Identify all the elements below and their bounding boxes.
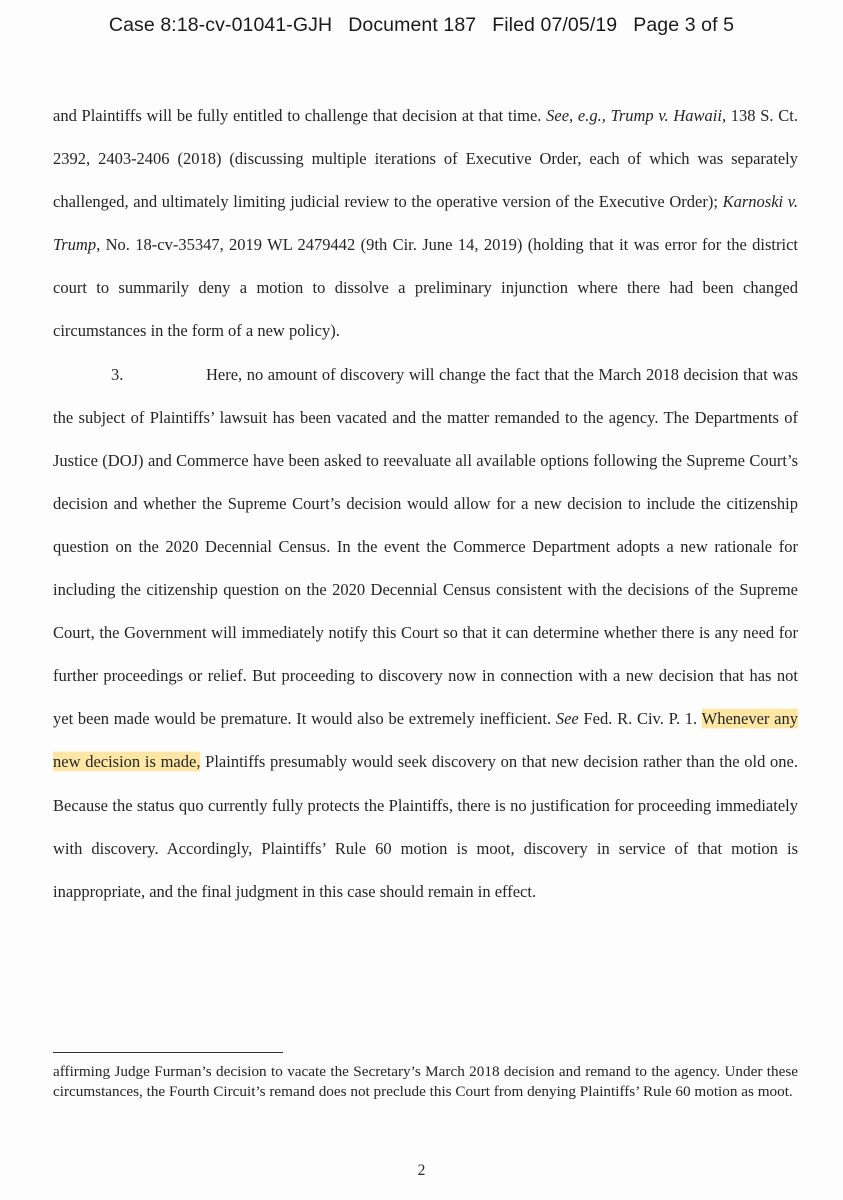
text-segment: and Plaintiffs will be fully entitled to challenge that decision at that time. [53,106,547,125]
text-segment: Here, no amount of discovery will change the fact that the March 2018 decision that was the subject of Plaintiffs’ lawsuit has been vacated and the matter remanded to the agency. The Departments of Justice (DOJ) and Commerce have been asked to reevaluate all available options following the Supreme Court’s decision and whether the Supreme Court’s decision would allow for a new decision to include the citizenship question on the 2020 Decennial Census. In the event the Commerce Department adopts a new rationale for including the citizenship question on the 2020 Decennial Census consistent with the decisions of the Supreme Court, the Government will immediately notify this Court so that it can determine whether there is any need for further proceedings or relief. But proceeding to discovery now in connection with a new decision that has not yet been made would be premature. It would also be extremely inefficient. [53,364,798,729]
page-number: 2 [417,1162,426,1179]
text-segment: , 138 S. Ct. 2392, 2403-2406 (2018) (discussing multiple iterations of Executive Order, each of which was separately challenged, and ultimately limiting judicial review to the operative version of the Executive Order); [53,106,798,212]
citation-italic: See, e.g., Trump v. Hawaii [546,106,722,125]
footnote-text: affirming Judge Furman’s decision to vacate the Secretary’s March 2018 decision and remand to the agency. Under these circumstances, the Fourth Circuit’s remand does not preclude this Court from denying Plaintiffs’ Rule 60 motion as moot. [53,1063,798,1100]
footnote-divider [53,1052,283,1053]
paragraph-number: 3. [111,364,124,384]
paragraph-3 [53,353,798,913]
body-text [53,94,798,913]
paragraph-continuation [53,94,798,353]
ecf-header [0,14,843,37]
text-segment: , No. 18-cv-35347, 2019 WL 2479442 (9th Cir. June 14, 2019) (holding that it was error for the district court to summarily deny a motion to dissolve a preliminary injunction where there had been changed circumstances in the form of a new policy). [53,235,798,341]
citation-italic: See [555,709,579,729]
text-segment: Plaintiffs presumably would seek discovery on that new decision rather than the old one. Because the status quo currently fully protects the Plaintiffs, there is no justification for proceeding immediately with discovery. Accordingly, Plaintiffs’ Rule 60 motion is moot, discovery in service of that motion is inappropriate, and the final judgment in this case should remain in effect. [53,752,798,901]
text-segment: Fed. R. Civ. P. 1. [578,709,702,729]
document-number: Document 187 [348,14,477,36]
highlighted-text: Whenever any new decision is made, [53,709,798,772]
case-number: Case 8:18-cv-01041-GJH [108,14,333,36]
filed-date: Filed 07/05/19 [492,14,618,36]
citation-italic: Karnoski v. Trump [53,192,799,255]
page-indicator: Page 3 of 5 [633,14,735,36]
